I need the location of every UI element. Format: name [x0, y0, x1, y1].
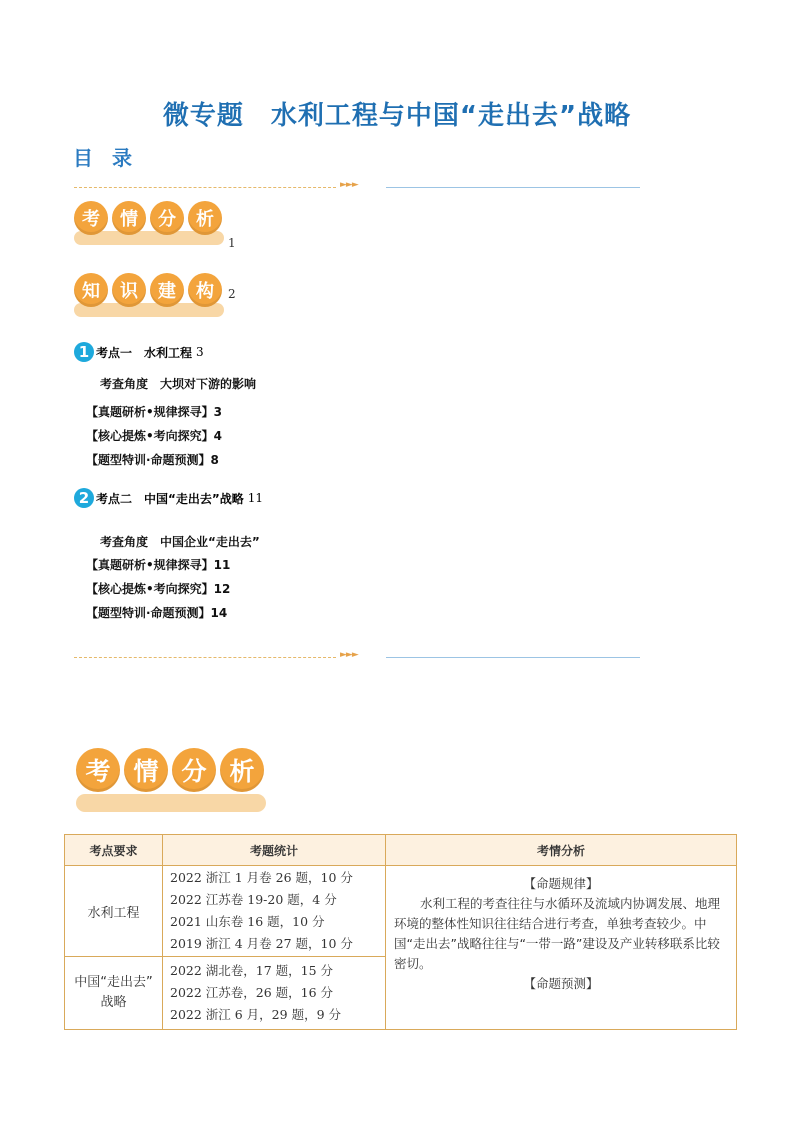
table-cell-requirement: 中国“走出去” 战略	[65, 957, 163, 1030]
table-header: 考点要求	[65, 835, 163, 866]
toc-item[interactable]: 【真题研析•规律探寻】11	[86, 558, 231, 572]
stat-line: 2022 浙江 6 月，29 题，9 分	[170, 1007, 341, 1022]
toc-badge-kaoqing[interactable]	[74, 201, 226, 245]
toc-item[interactable]: 【核心提炼•考向探究】12	[86, 582, 231, 596]
toc-item[interactable]: 【题型特训·命题预测】8	[86, 453, 219, 467]
stat-line: 2021 山东卷 16 题，10 分	[170, 914, 325, 929]
badge-char: 考	[74, 201, 108, 235]
badge-char: 分	[150, 201, 184, 235]
stat-line: 2022 浙江 1 月卷 26 题，10 分	[170, 870, 353, 885]
badge-char: 考	[76, 748, 120, 792]
toc-item[interactable]: 【真题研析•规律探寻】3	[86, 405, 223, 419]
toc-heading: 目 录	[73, 146, 138, 170]
point-number-badge: 2	[74, 488, 94, 508]
toc-bottom-divider: ►►►	[74, 655, 640, 661]
analysis-table	[64, 834, 737, 1030]
stat-line: 2022 江苏卷，26 题，16 分	[170, 985, 334, 1000]
table-cell-stats	[163, 957, 386, 1030]
table-cell-stats	[163, 866, 386, 957]
point-page: 11	[247, 491, 264, 505]
section-badge-kaoqing	[76, 748, 270, 812]
toc-point-1[interactable]	[74, 342, 204, 362]
badge-char: 析	[220, 748, 264, 792]
point-page: 3	[196, 345, 204, 359]
toc-page-kaoqing: 1	[228, 236, 236, 250]
badge-char: 情	[124, 748, 168, 792]
predict-title: 【命题预测】	[523, 976, 599, 991]
stat-line: 2022 江苏卷 19-20 题，4 分	[170, 892, 337, 907]
toc-page-zhishi: 2	[228, 287, 236, 301]
badge-char: 知	[74, 273, 108, 307]
point-number-badge: 1	[74, 342, 94, 362]
point-name: 中国“走出去”战略	[144, 491, 244, 506]
rule-title: 【命题规律】	[523, 876, 599, 891]
toc-point-2[interactable]	[74, 488, 263, 508]
table-header: 考题统计	[163, 835, 386, 866]
badge-char: 识	[112, 273, 146, 307]
point-label: 考点二	[96, 491, 133, 506]
point-label: 考点一	[96, 345, 133, 360]
toc-item[interactable]: 【题型特训·命题预测】14	[86, 606, 228, 620]
toc-badge-zhishi[interactable]	[74, 273, 226, 317]
toc-angle-1[interactable]: 考查角度 大坝对下游的影响	[100, 377, 257, 391]
badge-char: 建	[150, 273, 184, 307]
badge-char: 分	[172, 748, 216, 792]
stat-line: 2022 湖北卷，17 题，15 分	[170, 963, 334, 978]
rule-text: 水利工程的考查往往与水循环及流域内协调发展、地理环境的整体性知识往往结合进行考查，单独考查较少。中国“走出去”战略往往与“一带一路”建设及产业转移联系比较密切。	[394, 896, 721, 971]
point-name: 水利工程	[144, 345, 193, 360]
table-header: 考情分析	[386, 835, 737, 866]
page-title: 微专题 水利工程与中国“走出去”战略	[162, 101, 632, 131]
table-cell-analysis	[386, 866, 737, 1030]
toc-top-divider: ►►►	[74, 185, 640, 191]
badge-char: 构	[188, 273, 222, 307]
toc-angle-2[interactable]: 考查角度 中国企业“走出去”	[100, 535, 260, 549]
table-cell-requirement: 水利工程	[65, 866, 163, 957]
stat-line: 2019 浙江 4 月卷 27 题，10 分	[170, 936, 353, 951]
badge-char: 析	[188, 201, 222, 235]
toc-item[interactable]: 【核心提炼•考向探究】4	[86, 429, 223, 443]
badge-char: 情	[112, 201, 146, 235]
